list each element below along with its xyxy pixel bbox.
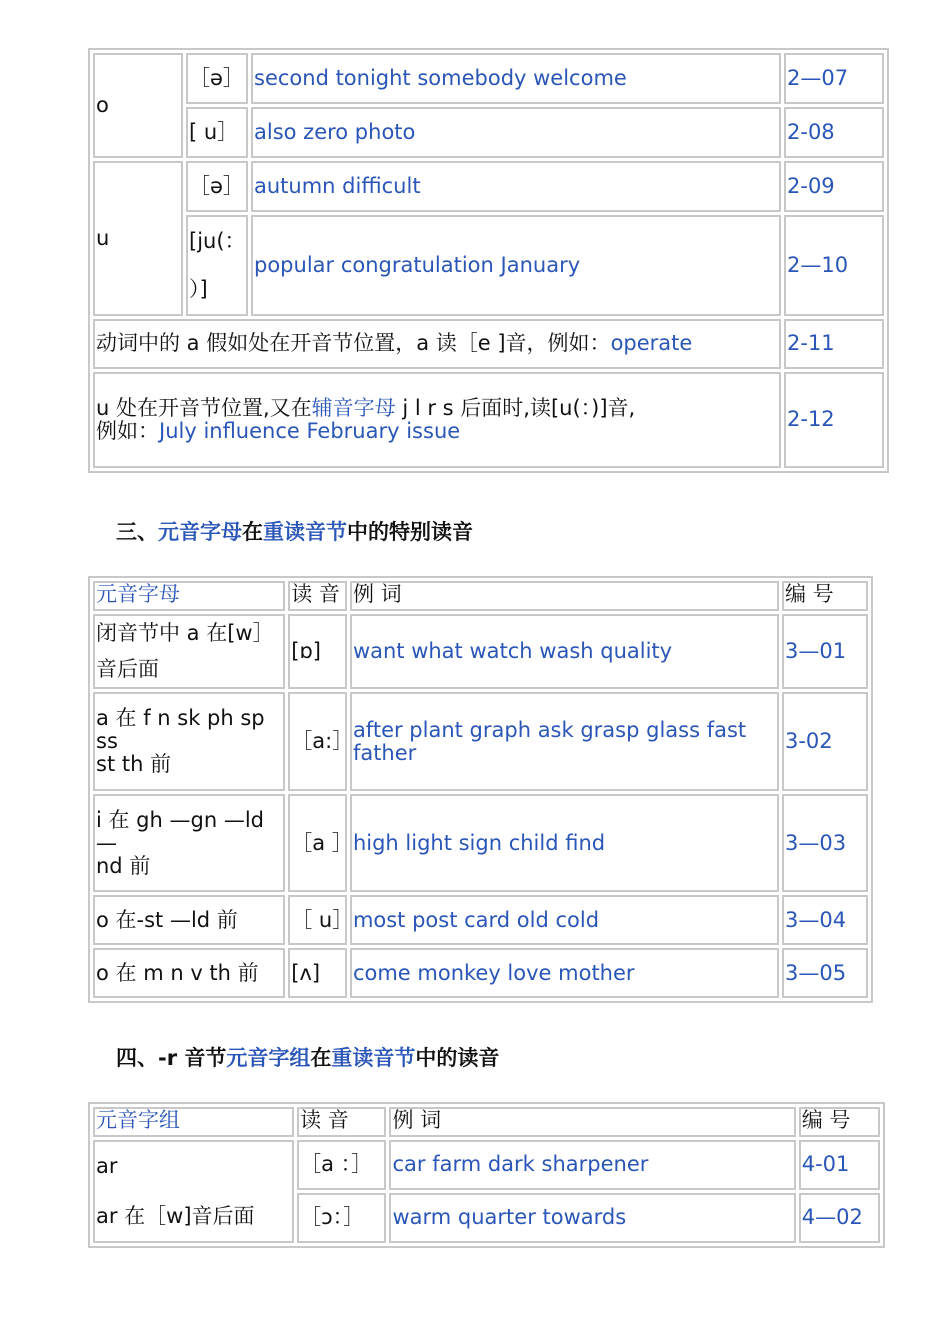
table-row bbox=[93, 692, 868, 791]
example-words: warm quarter towards bbox=[389, 1193, 795, 1243]
example-words: also zero photo bbox=[251, 107, 781, 158]
header-code: 编 号 bbox=[782, 581, 868, 611]
ipa-line: ）] bbox=[189, 277, 208, 302]
table-row bbox=[93, 161, 884, 212]
ipa-cell: ［ə］ bbox=[186, 161, 248, 212]
ipa-cell: ［a ：］ bbox=[297, 1140, 386, 1190]
header-code: 编 号 bbox=[799, 1107, 880, 1137]
letter-cell bbox=[93, 161, 183, 316]
letter-o: o bbox=[96, 92, 109, 117]
table-section4 bbox=[88, 1102, 885, 1248]
rule-cell bbox=[93, 319, 781, 369]
header-sound: 读 音 bbox=[297, 1107, 386, 1137]
code-cell: 2-12 bbox=[784, 372, 884, 468]
header-letter: 元音字母 bbox=[93, 581, 285, 611]
condition-cell: 闭音节中 a 在[w］ 音后面 bbox=[93, 614, 285, 689]
table-row bbox=[93, 215, 884, 316]
ipa-cell: [ʌ] bbox=[288, 948, 347, 998]
ipa-cell: ［a:］ bbox=[288, 692, 347, 791]
condition-cell: ar ar 在［w]音后面 bbox=[93, 1140, 294, 1243]
ipa-cell: [ u］ bbox=[186, 107, 248, 158]
rule-text: 例如： bbox=[96, 418, 159, 443]
code-cell: 3—03 bbox=[782, 794, 868, 892]
code-cell: 4—02 bbox=[799, 1193, 880, 1243]
table-row bbox=[93, 53, 884, 104]
example-words: most post card old cold bbox=[350, 895, 779, 945]
code-cell: 2—10 bbox=[784, 215, 884, 316]
example-words: want what watch wash quality bbox=[350, 614, 779, 689]
table-row bbox=[93, 794, 868, 892]
ipa-cell: ［ɔ：］ bbox=[297, 1193, 386, 1243]
header-sound: 读 音 bbox=[288, 581, 347, 611]
table-row bbox=[93, 372, 884, 468]
ipa-cell: ［a ］ bbox=[288, 794, 347, 892]
ipa-line: [ju(： bbox=[189, 229, 246, 253]
table-row bbox=[93, 614, 868, 689]
example-words: autumn difficult bbox=[251, 161, 781, 212]
table-row bbox=[93, 895, 868, 945]
section-heading-3: 三、元音字母在重读音节中的特别读音 bbox=[116, 520, 473, 544]
example-words: popular congratulation January bbox=[251, 215, 781, 316]
rule-cell bbox=[93, 372, 781, 468]
rule-highlight: 辅音字母 bbox=[311, 395, 396, 420]
condition-cell: a 在 f n sk ph sp ss st th 前 bbox=[93, 692, 285, 791]
code-cell: 2-11 bbox=[784, 319, 884, 369]
table-section3 bbox=[88, 576, 873, 1003]
ipa-cell: [ɒ] bbox=[288, 614, 347, 689]
example-words: high light sign child find bbox=[350, 794, 779, 892]
header-examples: 例 词 bbox=[389, 1107, 795, 1137]
table-header-row bbox=[93, 1107, 880, 1137]
rule-text: u 处在开音节位置,又在 bbox=[96, 395, 312, 420]
example-words: come monkey love mother bbox=[350, 948, 779, 998]
code-cell: 2-08 bbox=[784, 107, 884, 158]
table-row bbox=[93, 1140, 880, 1190]
header-letter: 元音字组 bbox=[93, 1107, 294, 1137]
rule-example: operate bbox=[610, 331, 693, 356]
letter-u: u bbox=[96, 225, 110, 250]
code-cell: 3—04 bbox=[782, 895, 868, 945]
code-cell: 4-01 bbox=[799, 1140, 880, 1190]
ipa-cell: ［ə］ bbox=[186, 53, 248, 104]
example-words: second tonight somebody welcome bbox=[251, 53, 781, 104]
table-row bbox=[93, 319, 884, 369]
code-cell: 2-09 bbox=[784, 161, 884, 212]
rule-text: j l r s 后面时,读[u(：)]音, bbox=[395, 395, 636, 420]
code-cell: 3-02 bbox=[782, 692, 868, 791]
rule-text: 动词中的 a 假如处在开音节位置，a 读［e ]音，例如： bbox=[96, 331, 611, 356]
code-cell: 3—01 bbox=[782, 614, 868, 689]
header-examples: 例 词 bbox=[350, 581, 779, 611]
section-heading-4: 四、-r 音节元音字组在重读音节中的读音 bbox=[116, 1046, 500, 1070]
table-row bbox=[93, 107, 884, 158]
letter-cell bbox=[93, 53, 183, 158]
example-words: after plant graph ask grasp glass fast father bbox=[350, 692, 779, 791]
table-section2-continued bbox=[88, 48, 889, 473]
rule-example: July influence February issue bbox=[159, 418, 461, 443]
ipa-cell: ［ u］ bbox=[288, 895, 347, 945]
table-header-row bbox=[93, 581, 868, 611]
ipa-cell bbox=[186, 215, 248, 316]
table-row bbox=[93, 948, 868, 998]
code-cell: 2—07 bbox=[784, 53, 884, 104]
condition-cell: o 在-st —ld 前 bbox=[93, 895, 285, 945]
condition-cell: o 在 m n v th 前 bbox=[93, 948, 285, 998]
example-words: car farm dark sharpener bbox=[389, 1140, 795, 1190]
code-cell: 3—05 bbox=[782, 948, 868, 998]
condition-cell: i 在 gh —gn —ld — nd 前 bbox=[93, 794, 285, 892]
